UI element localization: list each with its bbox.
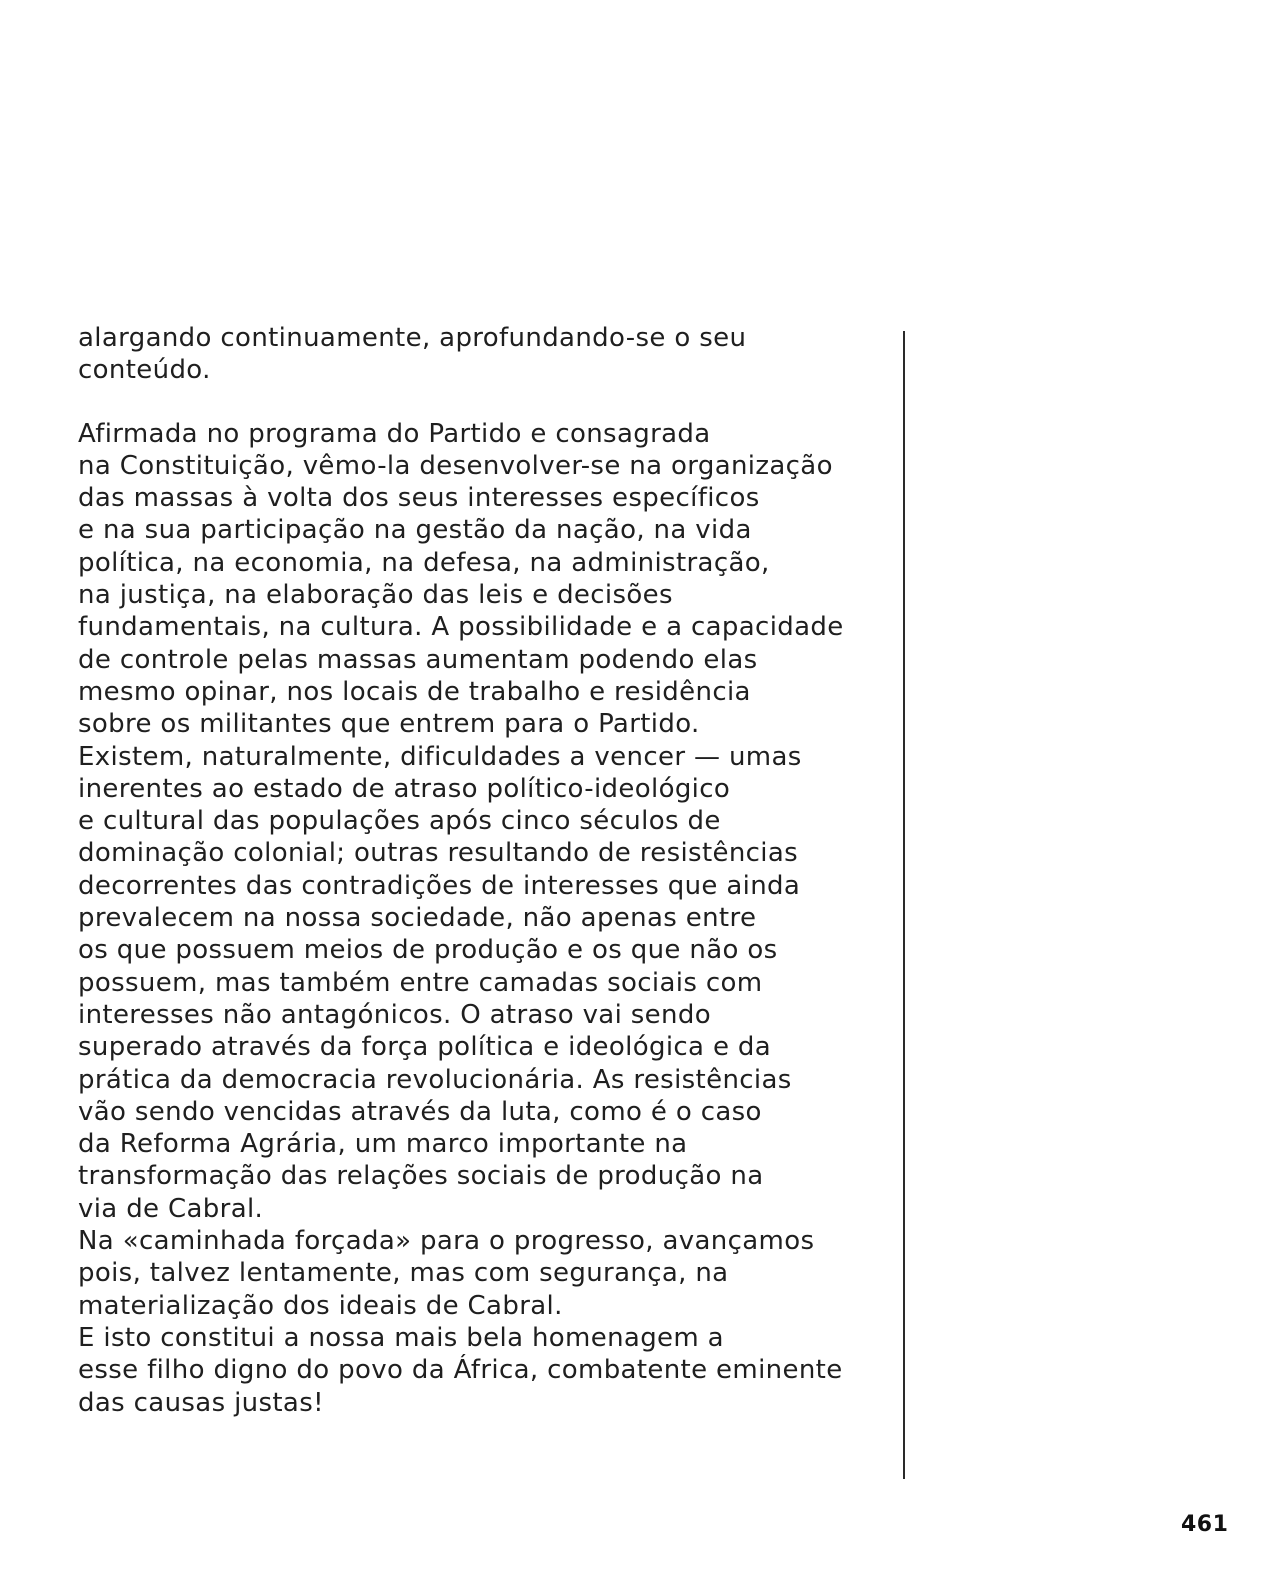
text-line: dominação colonial; outras resultando de resistências [78, 838, 799, 869]
text-line: de controle pelas massas aumentam podendo elas [78, 644, 758, 675]
text-line: sobre os militantes que entrem para o Partido. [78, 709, 700, 740]
text-line: pois, talvez lentamente, mas com segurança, na [78, 1258, 729, 1289]
text-line: das causas justas! [78, 1387, 324, 1418]
text-line: na justiça, na elaboração das leis e decisões [78, 580, 673, 611]
text-line: Na «caminhada forçada» para o progresso, avançamos [78, 1226, 815, 1257]
text-line: possuem, mas também entre camadas sociais com [78, 967, 763, 998]
text-line: mesmo opinar, nos locais de trabalho e residência [78, 676, 751, 707]
text-line: superado através da força política e ideológica e da [78, 1032, 772, 1063]
text-line: vão sendo vencidas através da luta, como é o caso [78, 1096, 762, 1127]
text-line: materialização dos ideais de Cabral. [78, 1290, 563, 1321]
paragraph-gap [78, 387, 908, 418]
paragraph-main [78, 418, 908, 1225]
text-line: Afirmada no programa do Partido e consagrada [78, 418, 711, 449]
paragraph-homenagem [78, 1322, 908, 1419]
text-line: prática da democracia revolucionária. As resistências [78, 1064, 792, 1095]
text-line: das massas à volta dos seus interesses específicos [78, 483, 760, 514]
text-line: na Constituição, vêmo-la desenvolver-se na organização [78, 450, 833, 481]
text-line: e na sua participação na gestão da nação, na vida [78, 515, 752, 546]
paragraph-continuation [78, 322, 908, 387]
text-line: inerentes ao estado de atraso político-ideológico [78, 773, 731, 804]
text-line: transformação das relações sociais de produção na [78, 1161, 764, 1192]
text-column [78, 322, 908, 1419]
text-line: alargando continuamente, aprofundando-se o seu [78, 323, 747, 353]
column-divider-rule [903, 331, 905, 1479]
page-number: 461 [1181, 1512, 1229, 1537]
text-line: via de Cabral. [78, 1193, 264, 1224]
text-line: política, na economia, na defesa, na administração, [78, 547, 770, 578]
text-line: e cultural das populações após cinco séculos de [78, 806, 721, 837]
text-line: os que possuem meios de produção e os que não os [78, 935, 778, 966]
paragraph-caminhada [78, 1225, 908, 1322]
text-line: da Reforma Agrária, um marco importante na [78, 1129, 688, 1160]
text-line: decorrentes das contradições de interesses que ainda [78, 870, 801, 901]
text-line: prevalecem na nossa sociedade, não apenas entre [78, 903, 757, 934]
text-line: conteúdo. [78, 355, 211, 386]
text-line: esse filho digno do povo da África, combatente eminente [78, 1355, 843, 1386]
text-line: interesses não antagónicos. O atraso vai sendo [78, 999, 711, 1030]
text-line: E isto constitui a nossa mais bela homenagem a [78, 1322, 724, 1353]
text-line: fundamentais, na cultura. A possibilidade e a capacidade [78, 612, 844, 643]
text-line: Existem, naturalmente, dificuldades a vencer — umas [78, 741, 802, 772]
